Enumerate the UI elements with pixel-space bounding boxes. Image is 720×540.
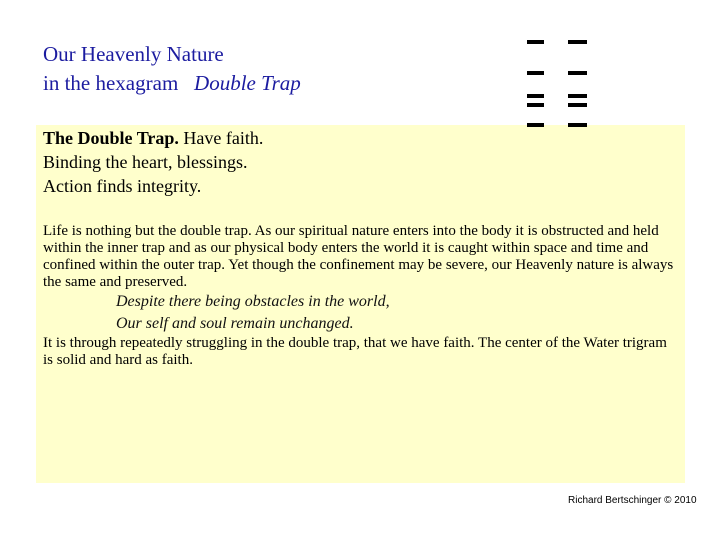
hexagram-line-3 (527, 94, 587, 98)
title-line-1: Our Heavenly Nature (43, 42, 224, 66)
commentary-paragraph-1: Life is nothing but the double trap. As our spiritual nature enters into the body it is obstructed and held within the inner trap and as our physical body enters the world it is caught within space and time and confined within the outer trap. Yet though the confinement may be severe, our Heavenly nature is always the same and preserved. (43, 223, 674, 290)
verse-line-1: Despite there being obstacles in the world, (116, 293, 390, 310)
slide-title (43, 40, 301, 98)
hexagram-line-2 (527, 71, 587, 75)
hexagram-icon (527, 40, 587, 130)
judgment-line-1-rest: Have faith. (178, 128, 264, 148)
verse-line-2: Our self and soul remain unchanged. (116, 315, 354, 332)
hexagram-line-1 (527, 40, 587, 44)
title-line-2 (43, 69, 301, 98)
commentary (43, 223, 679, 369)
judgment-line-3: Action finds integrity. (43, 176, 202, 196)
credit-footer: Richard Bertschinger © 2010 (568, 495, 697, 506)
hexagram-line-5 (527, 123, 587, 127)
hexagram-name: Double Trap (194, 71, 301, 95)
hexagram-line-4 (527, 103, 587, 107)
judgment-line-1 (43, 126, 263, 150)
judgment-bold-lead: The Double Trap. (43, 128, 179, 148)
commentary-paragraph-2: It is through repeatedly struggling in the double trap, that we have faith. The center of the Water trigram is solid and hard as faith. (43, 335, 667, 368)
judgment-line-2: Binding the heart, blessings. (43, 152, 248, 172)
judgment-text (43, 126, 263, 198)
title-line-2-prefix: in the hexagram (43, 71, 179, 95)
